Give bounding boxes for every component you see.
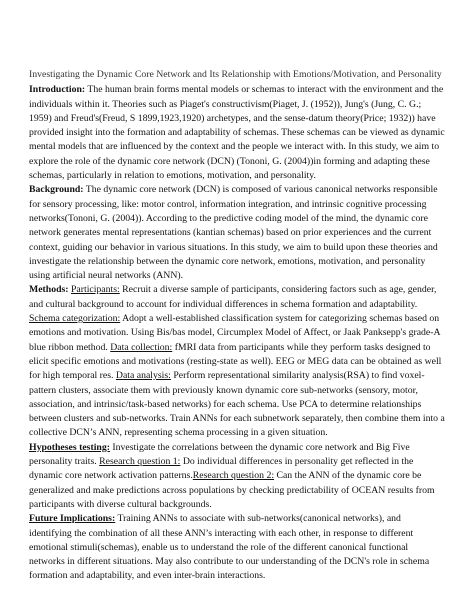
introduction-heading: Introduction: (29, 84, 86, 96)
future-implications-text: Training ANNs to associate with sub-networks(canonical networks), and identifying the combination of all these ANN’s interacting with each other, in response to different emotional stimuli(schemas), enable us to understand the role of the different canonical functional networks in different situations. May also contribute to our understanding of the DCN's role in schema formation and adaptability, and even inter-brain interactions. (29, 513, 430, 582)
data-analysis-text: Perform representational similarity analysis(RSA) to find voxel-pattern clusters, associate them with previously known dynamic core sub-networks (sensory, motor, association, and intrinsic/task-based networks) for each schema. Use PCA to determine relationships between clusters and sub-networks. Train ANNs for each subnetwork separately, then combine them into a collective DCN’s ANN, representing schema processing in a given situation. (29, 370, 445, 439)
research-question-2-label: Research question 2: (192, 470, 275, 482)
background-heading: Background: (29, 184, 84, 196)
methods-section (29, 283, 446, 440)
data-collection-label: Data collection: (110, 341, 173, 353)
research-question-1-label: Research question 1: (99, 456, 181, 468)
hypotheses-heading: Hypotheses testing: (29, 441, 110, 453)
schema-categorization-label: Schema categorization: (29, 313, 121, 325)
data-analysis-label: Data analysis: (115, 370, 171, 382)
document-title: Investigating the Dynamic Core Network and Its Relationship with Emotions/Motivation, and Personality (29, 69, 442, 80)
participants-text: Recruit a diverse sample of participants, considering factors such as age, gender, and cultural background to account for individual differences in schema formation and adaptability. (29, 284, 437, 310)
future-implications-heading: Future Implications: (29, 513, 116, 525)
introduction-section (29, 83, 446, 183)
methods-heading: Methods: (29, 284, 69, 296)
participants-label: Participants: (70, 284, 120, 296)
research-question-2-text: Can the ANN of the dynamic core be generalized and make predictions across populations by checking predictability of OCEAN results from participants with diverse cultural backgrounds. (29, 470, 435, 510)
hypotheses-text: Investigate the correlations between the dynamic core network and Big Five personality traits. (29, 441, 410, 468)
introduction-text: The human brain forms mental models or schemas to interact with the environment and the individuals within it. Theories such as Piaget's constructivism(Piaget, J. (1952)), Jung's (Jung, C. G.; 1959) and Freud's(Freud, S 1899,1923,1920) archetypes, and the sense-datum theory(Price; 1932)) have provided insight into the formation and adaptability of schemas. These schemas can be viewed as dynamic mental models that are influenced by the context and the people we interact with. In this study, we aim to explore the role of the dynamic core network (DCN) (Tononi, G. (2004))in forming and adapting these schemas, particularly in relation to emotions, motivation, and personality. (29, 84, 445, 182)
background-text: The dynamic core network (DCN) is composed of various canonical networks responsible for sensory processing, like: motor control, information integration, and intrinsic cognitive processing networks(Tononi, G. (2004)). According to the predictive coding model of the mind, the dynamic core network generates mental representations (kantian schemas) based on prior experiences and the current context, guiding our behavior in various situations. In this study, we aim to build upon these theories and investigate the relationship between the dynamic core network, emotions, motivation, and personality using artificial neural networks (ANN). (29, 184, 438, 282)
background-section (29, 183, 446, 283)
data-collection-text: fMRI data from participants while they perform tasks designed to elicit specific emotions and motivations (resting-state as well). EEG or MEG data can be obtained as well for high temporal res. (29, 341, 442, 382)
research-question-1-text: Do individual differences in personality get reflected in the dynamic core network activation patterns. (29, 456, 414, 482)
future-implications-section (29, 512, 446, 583)
schema-categorization-text: Adopt a well-established classification system for categorizing schemas based on emotions and motivation. Using Bis/bas model, Circumplex Model of Affect, or Jaak Panksepp's grade-A blue ribbon method. (29, 313, 441, 353)
hypotheses-section (29, 441, 446, 512)
